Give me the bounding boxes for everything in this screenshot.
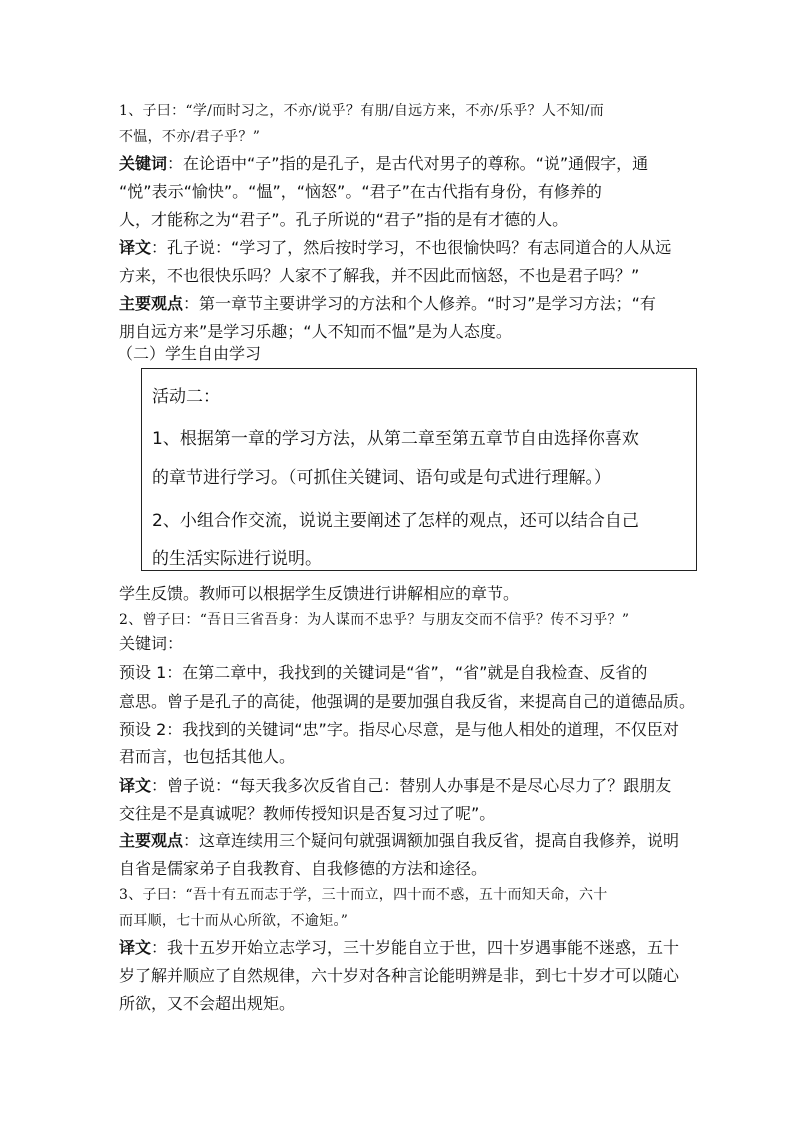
quote-3-line-2: 而耳顺，七十而从心所欲，不逾矩。” bbox=[119, 913, 349, 929]
quote-1-line-2: 不愠，不亦/君子乎？” bbox=[119, 129, 261, 145]
subheading-free-learning: （二）学生自由学习 bbox=[117, 344, 262, 363]
keywords-1-line-1 bbox=[119, 152, 648, 176]
main-view-2-line-2: 自省是儒家弟子自我教育、自我修德的方法和途径。 bbox=[119, 859, 488, 878]
activity-line-2: 的章节进行学习。（可抓住关键词、语句或是句式进行理解。） bbox=[152, 468, 611, 488]
quote-2: 2、曾子曰：“吾日三省吾身：为人谋而不忠乎？与朋友交而不信乎？传不习乎？” bbox=[119, 612, 630, 628]
translation-2-line-2: 交往是不是真诚呢？教师传授知识是否复习过了呢”。 bbox=[119, 804, 496, 823]
activity-line-4: 的生活实际进行说明。 bbox=[152, 549, 322, 569]
translation-text: ：我十五岁开始立志学习，三十岁能自立于世，四十岁遇事能不迷惑，五十 bbox=[151, 938, 680, 957]
translation-label: 译文 bbox=[119, 776, 152, 795]
translation-text: ：曾子说：“每天我多次反省自己：替别人办事是不是尽心尽力了？跟朋友 bbox=[151, 776, 672, 795]
main-view-2-line-1 bbox=[119, 829, 679, 853]
main-view-1-line-2: 朋自远方来”是学习乐趣；“人不知而不愠”是为人态度。 bbox=[119, 322, 512, 341]
main-view-1-line-1 bbox=[119, 292, 656, 316]
translation-label: 译文 bbox=[119, 938, 152, 957]
quote-1-line-1: 1、子曰：“学/而时习之，不亦/说乎？有朋/自远方来，不亦/乐乎？人不知/而 bbox=[119, 103, 605, 119]
keywords-2: 关键词： bbox=[119, 634, 184, 653]
activity-line-1: 1、根据第一章的学习方法，从第二章至第五章节自由选择你喜欢 bbox=[152, 429, 639, 449]
keywords-1-line-2: “悦”表示“愉快”。“愠”，“恼怒”。“君子”在古代指有身份，有修养的 bbox=[119, 182, 602, 201]
student-feedback: 学生反馈。教师可以根据学生反馈进行讲解相应的章节。 bbox=[119, 584, 520, 603]
activity-line-3: 2、小组合作交流，说说主要阐述了怎样的观点，还可以结合自己 bbox=[152, 511, 639, 531]
activity-title: 活动二： bbox=[152, 387, 220, 407]
translation-3-line-2: 岁了解并顺应了自然规律，六十岁对各种言论能明辨是非，到七十岁才可以随心 bbox=[119, 966, 680, 985]
preset-1-line-2: 意思。曾子是孔子的高徒，他强调的是要加强自我反省，来提高自己的道德品质。 bbox=[119, 692, 696, 711]
keywords-1-line-3: 人，才能称之为“君子”。孔子所说的“君子”指的是有才德的人。 bbox=[119, 210, 569, 229]
translation-3-line-1 bbox=[119, 936, 679, 960]
keywords-text: ：在论语中“子”指的是孔子，是古代对男子的尊称。“说”通假字，通 bbox=[167, 154, 649, 173]
translation-1-line-2: 方来，不也很快乐吗？人家不了解我，并不因此而恼怒，不也是君子吗？” bbox=[119, 266, 640, 285]
translation-1-line-1 bbox=[119, 236, 671, 260]
quote-3-line-1: 3、子曰：“吾十有五而志于学，三十而立，四十而不惑，五十而知天命，六十 bbox=[119, 887, 608, 903]
translation-label: 译文 bbox=[119, 238, 152, 257]
main-view-label: 主要观点 bbox=[119, 294, 184, 313]
translation-3-line-3: 所欲，又不会超出规矩。 bbox=[119, 994, 296, 1013]
main-view-label: 主要观点 bbox=[119, 831, 184, 850]
preset-1-line-1: 预设 1：在第二章中，我找到的关键词是“省”，“省”就是自我检查、反省的 bbox=[119, 663, 648, 682]
translation-text: ：孔子说：“学习了，然后按时学习，不也很愉快吗？有志同道合的人从远 bbox=[151, 238, 672, 257]
preset-2-line-2: 君而言，也包括其他人。 bbox=[119, 747, 296, 766]
main-view-text: ：第一章节主要讲学习的方法和个人修养。“时习”是学习方法；“有 bbox=[183, 294, 656, 313]
keywords-label: 关键词 bbox=[119, 154, 168, 173]
preset-2-line-1: 预设 2：我找到的关键词“忠”字。指尽心尽意，是与他人相处的道理，不仅臣对 bbox=[119, 720, 679, 739]
main-view-text: ：这章连续用三个疑问句就强调额加强自我反省，提高自我修养，说明 bbox=[183, 831, 680, 850]
translation-2-line-1 bbox=[119, 774, 671, 798]
